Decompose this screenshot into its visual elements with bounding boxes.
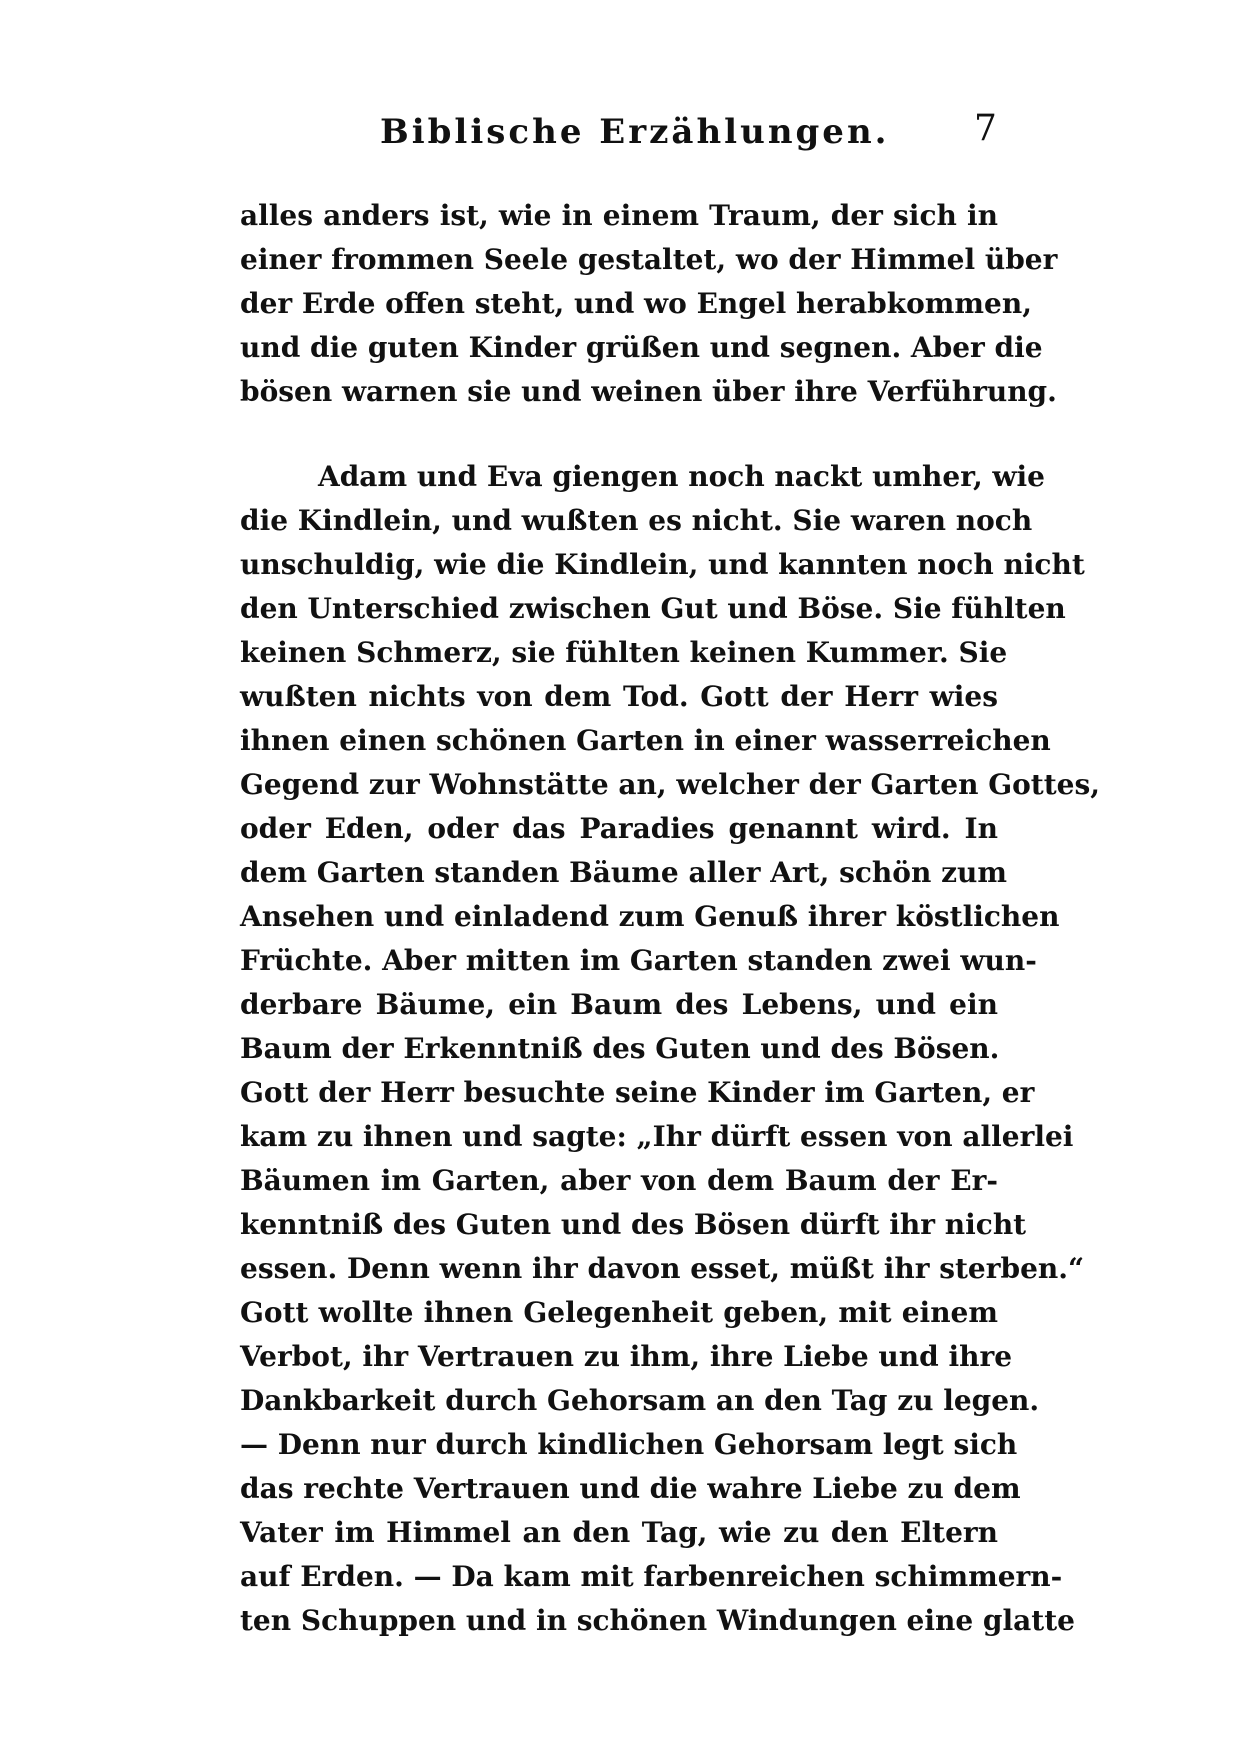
text-line: kenntniß des Guten und des Bösen dürft ihr nicht xyxy=(240,1208,1027,1241)
text-line: oder Eden, oder das Paradies genannt wird. In xyxy=(240,812,998,845)
text-line: derbare Bäume, ein Baum des Lebens, und ein xyxy=(240,988,998,1021)
text-line: Gott wollte ihnen Gelegenheit geben, mit einem xyxy=(240,1296,998,1329)
text-line: Verbot, ihr Vertrauen zu ihm, ihre Liebe und ihre xyxy=(240,1340,1013,1373)
text-line: Gegend zur Wohnstätte an, welcher der Garten Gottes, xyxy=(240,768,1100,801)
text-line: die Kindlein, und wußten es nicht. Sie waren noch xyxy=(240,504,1033,537)
text-line: ten Schuppen und in schönen Windungen eine glatte xyxy=(240,1604,1075,1637)
text-line: bösen warnen sie und weinen über ihre Verführung. xyxy=(240,375,1057,408)
text-line: unschuldig, wie die Kindlein, und kannten noch nicht xyxy=(240,548,1085,581)
text-line: den Unterschied zwischen Gut und Böse. Sie fühlten xyxy=(240,592,1066,625)
text-line: Gott der Herr besuchte seine Kinder im Garten, er xyxy=(240,1076,1035,1109)
page-number: 7 xyxy=(974,108,997,149)
text-line: Baum der Erkenntniß des Guten und des Bösen. xyxy=(240,1032,1000,1065)
text-line: ihnen einen schönen Garten in einer wasserreichen xyxy=(240,724,1051,757)
running-title: Biblische Erzählungen. xyxy=(380,112,890,152)
text-line: auf Erden. — Da kam mit farbenreichen schimmern- xyxy=(240,1560,1063,1593)
text-line: keinen Schmerz, sie fühlten keinen Kummer. Sie xyxy=(240,636,1008,669)
text-line: alles anders ist, wie in einem Traum, der sich in xyxy=(240,199,998,232)
text-line: Vater im Himmel an den Tag, wie zu den Eltern xyxy=(240,1516,998,1549)
text-line: Früchte. Aber mitten im Garten standen zwei wun- xyxy=(240,944,1037,977)
text-line: — Denn nur durch kindlichen Gehorsam legt sich xyxy=(240,1428,1018,1461)
text-line: Bäumen im Garten, aber von dem Baum der Er- xyxy=(240,1164,998,1197)
text-line: und die guten Kinder grüßen und segnen. Aber die xyxy=(240,331,1043,364)
text-line: essen. Denn wenn ihr davon esset, müßt ihr sterben.“ xyxy=(240,1252,1085,1285)
text-line: wußten nichts von dem Tod. Gott der Herr wies xyxy=(240,680,998,713)
text-line: Dankbarkeit durch Gehorsam an den Tag zu legen. xyxy=(240,1384,1040,1417)
text-line: das rechte Vertrauen und die wahre Liebe zu dem xyxy=(240,1472,1021,1505)
paragraph-2 xyxy=(240,455,1100,1643)
text-line: der Erde offen steht, und wo Engel herabkommen, xyxy=(240,287,1032,320)
text-line: kam zu ihnen und sagte: „Ihr dürft essen von allerlei xyxy=(240,1120,1074,1153)
paragraph-1 xyxy=(240,194,1058,414)
text-line: Adam und Eva giengen noch nackt umher, wie xyxy=(318,460,1045,493)
text-line: einer frommen Seele gestaltet, wo der Himmel über xyxy=(240,243,1058,276)
text-line: Ansehen und einladend zum Genuß ihrer köstlichen xyxy=(240,900,1060,933)
text-line: dem Garten standen Bäume aller Art, schön zum xyxy=(240,856,1007,889)
